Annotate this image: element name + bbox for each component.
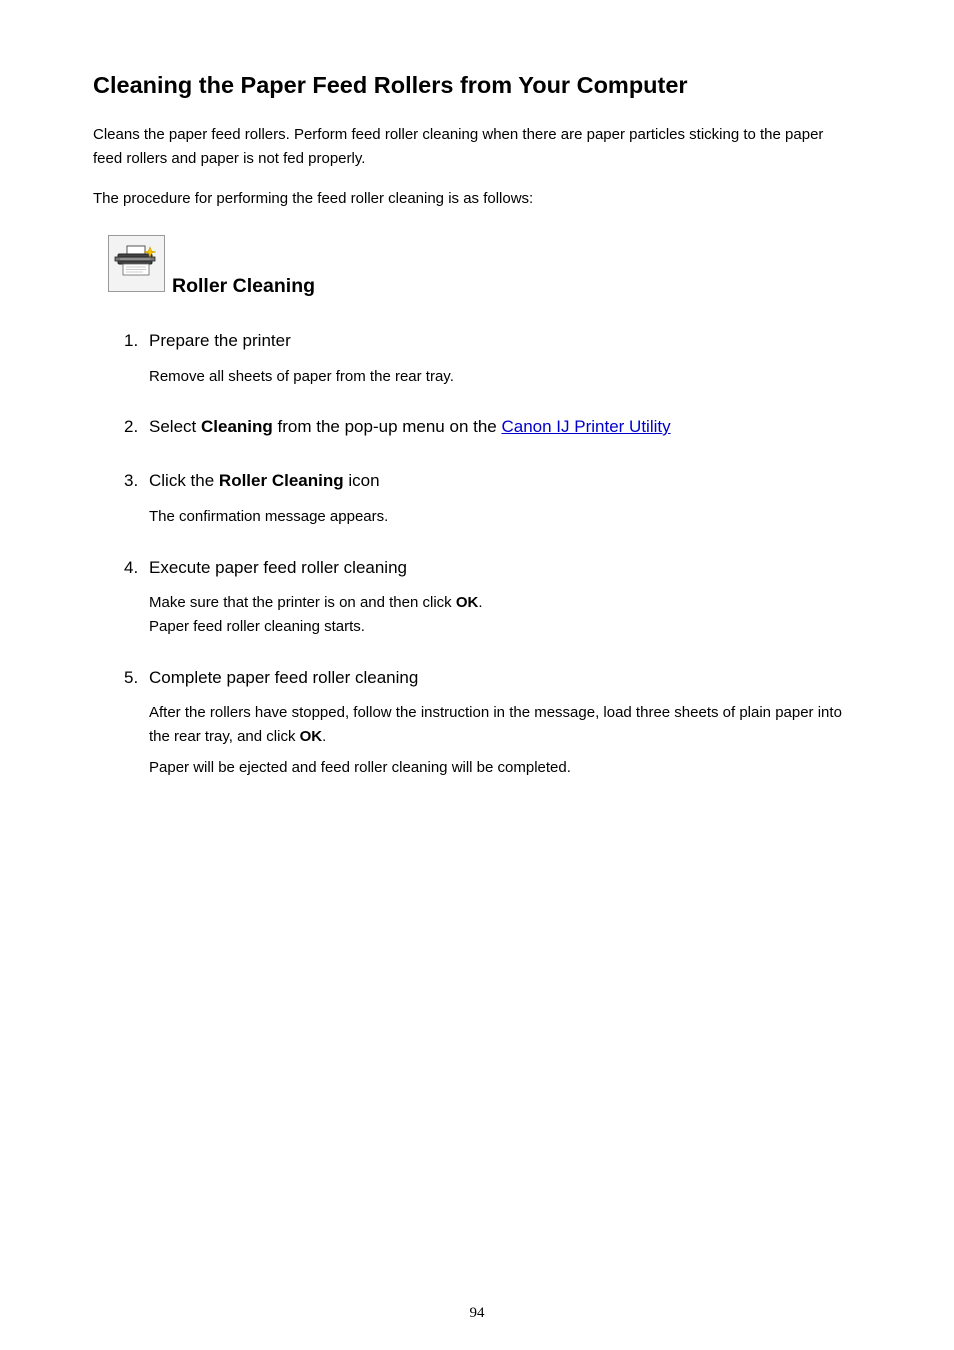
- step-5-description-2: Paper will be ejected and feed roller cleaning will be completed.: [149, 759, 571, 776]
- desc-text-post: .: [322, 728, 327, 745]
- desc-text-post: .: [478, 594, 483, 611]
- step-number: 5.: [124, 668, 139, 687]
- ok-label: OK: [455, 594, 479, 611]
- step-4: [124, 556, 407, 580]
- ok-label: OK: [299, 728, 323, 745]
- step-text-bold: Cleaning: [200, 417, 273, 436]
- step-2: [124, 415, 671, 439]
- step-text: Prepare the printer: [149, 331, 291, 350]
- printer-utility-link[interactable]: Canon IJ Printer Utility: [501, 417, 671, 436]
- step-5-description: [149, 701, 854, 749]
- step-number: 3.: [124, 471, 139, 490]
- step-number: 1.: [124, 331, 139, 350]
- step-text-pre: Click the: [149, 471, 219, 490]
- step-5: [124, 666, 418, 690]
- intro-paragraph: Cleans the paper feed rollers. Perform feed roller cleaning when there are paper particles sticking to the paper feed rollers and paper is not fed properly.: [93, 126, 824, 167]
- step-3-description: The confirmation message appears.: [149, 508, 389, 525]
- page-title: Cleaning the Paper Feed Rollers from Your Computer: [93, 72, 688, 98]
- procedure-paragraph: The procedure for performing the feed roller cleaning is as follows:: [93, 190, 534, 207]
- section-heading: Roller Cleaning: [172, 275, 316, 297]
- desc-text-pre: After the rollers have stopped, follow the instruction in the message, load three sheets of plain paper into the rear tray, and click: [149, 704, 842, 745]
- printer-icon: [113, 244, 161, 284]
- step-text-post: icon: [343, 471, 380, 490]
- step-text-bold: Roller Cleaning: [218, 471, 344, 490]
- step-number: 2.: [124, 417, 139, 436]
- step-1: [124, 329, 291, 353]
- step-number: 4.: [124, 558, 139, 577]
- step-text-pre: Select: [149, 417, 201, 436]
- step-text: Execute paper feed roller cleaning: [149, 558, 407, 577]
- step-text-mid: from the pop-up menu on the: [272, 417, 502, 436]
- page-number: 94: [469, 1305, 485, 1321]
- roller-cleaning-icon[interactable]: [108, 235, 165, 292]
- step-4-description: [149, 591, 483, 615]
- step-1-description: Remove all sheets of paper from the rear tray.: [149, 368, 454, 385]
- desc-text-pre: Make sure that the printer is on and then click: [149, 594, 456, 611]
- step-4-description-2: Paper feed roller cleaning starts.: [149, 618, 365, 635]
- step-text: Complete paper feed roller cleaning: [149, 668, 419, 687]
- step-3: [124, 469, 380, 493]
